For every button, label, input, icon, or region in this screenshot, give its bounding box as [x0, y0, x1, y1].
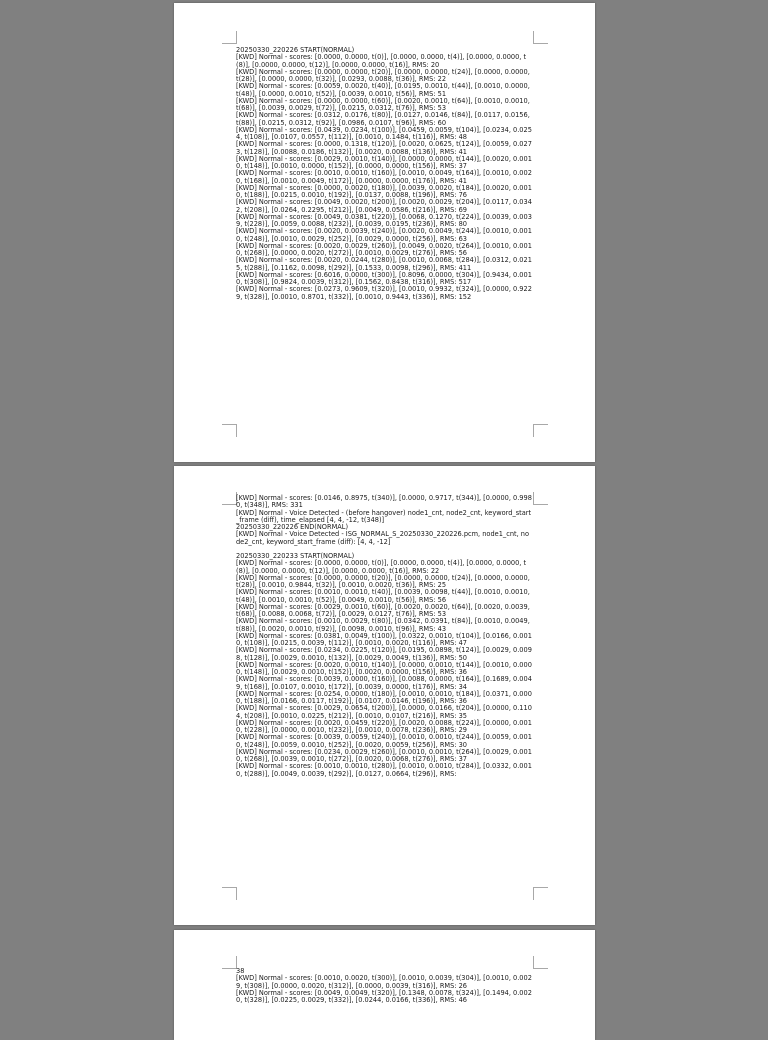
log-line: [KWD] Normal - scores: [0.0000, 0.1318, t(120)], [0.0020, 0.0625, t(124)], [0.0059, 0.0273, t(128)], [0.0088, 0.0186, t(132)], [0.0020, 0.0088, t(136)], RMS: 41 — [236, 140, 532, 156]
log-line: [KWD] Normal - scores: [0.0000, 0.0000, t(20)], [0.0000, 0.0000, t(24)], [0.0000, 0.0000, t(28)], [0.0000, 0.0000, t(32)], [0.0293, 0.0088, t(36)], RMS: 22 — [236, 67, 532, 83]
log-line: [KWD] Normal - scores: [0.0020, 0.0459, t(220)], [0.0020, 0.0088, t(224)], [0.0000, 0.0010, t(228)], [0.0000, 0.0010, t(232)], [0.0010, 0.0078, t(236)], RMS: 29 — [236, 718, 532, 734]
log-line: [KWD] Normal - scores: [0.6016, 0.0000, t(300)], [0.8096, 0.0000, t(304)], [0.9434, 0.0010, t(308)], [0.9824, 0.0039, t(312)], [0.1562, 0.8438, t(316)], RMS: 517 — [236, 270, 532, 286]
log-line: [KWD] Normal - scores: [0.0049, 0.0020, t(200)], [0.0020, 0.0029, t(204)], [0.0117, 0.0342, t(208)], [0.0264, 0.2295, t(212)], [0.0049, 0.0586, t(216)], RMS: 69 — [236, 198, 532, 214]
log-line: [KWD] Normal - scores: [0.0234, 0.0225, t(120)], [0.0195, 0.0898, t(124)], [0.0029, 0.0098, t(128)], [0.0029, 0.0010, t(132)], [0.0029, 0.0049, t(136)], RMS: 50 — [236, 646, 532, 662]
log-text-block — [236, 47, 533, 301]
log-line: [KWD] Normal - scores: [0.0020, 0.0039, t(240)], [0.0020, 0.0049, t(244)], [0.0010, 0.0010, t(248)], [0.0010, 0.0029, t(252)], [0.0029, 0.0000, t(256)], RMS: 63 — [236, 227, 532, 243]
crop-mark-bottom-left — [222, 424, 237, 437]
document-page-1 — [174, 3, 595, 462]
crop-mark-bottom-right — [533, 424, 548, 437]
log-line: [KWD] Normal - Voice Detected - (before hangover) node1_cnt, node2_cnt, keyword_start_frame (diff), time_elapsed [4, 4, -12, t(348)] — [236, 508, 532, 524]
crop-mark-top-left — [222, 492, 237, 505]
crop-mark-bottom-right — [533, 887, 548, 900]
log-line: [KWD] Normal - scores: [0.0029, 0.0010, t(140)], [0.0000, 0.0000, t(144)], [0.0020, 0.0010, t(148)], [0.0010, 0.0000, t(152)], [0.0000, 0.0000, t(156)], RMS: 37 — [236, 154, 532, 170]
log-line: [KWD] Normal - scores: [0.0439, 0.0234, t(100)], [0.0459, 0.0059, t(104)], [0.0234, 0.0254, t(108)], [0.0107, 0.0557, t(112)], [0.0010, 0.1484, t(116)], RMS: 48 — [236, 125, 532, 141]
log-line: [KWD] Normal - scores: [0.0254, 0.0000, t(180)], [0.0010, 0.0010, t(184)], [0.0371, 0.0000, t(188)], [0.0166, 0.0117, t(192)], [0.0107, 0.0146, t(196)], RMS: 36 — [236, 689, 532, 705]
log-line: [KWD] Normal - scores: [0.0000, 0.0000, t(20)], [0.0000, 0.0000, t(24)], [0.0000, 0.0000, t(28)], [0.0010, 0.9844, t(32)], [0.0010, 0.0020, t(36)], RMS: 25 — [236, 573, 532, 589]
log-line: [KWD] Normal - scores: [0.0049, 0.0381, t(220)], [0.0068, 0.1270, t(224)], [0.0039, 0.0039, t(228)], [0.0059, 0.0088, t(232)], [0.0039, 0.0195, t(236)], RMS: 80 — [236, 212, 532, 228]
log-line: [KWD] Normal - scores: [0.0020, 0.0029, t(260)], [0.0049, 0.0020, t(264)], [0.0010, 0.0010, t(268)], [0.0000, 0.0020, t(272)], [0.0010, 0.0029, t(276)], RMS: 56 — [236, 241, 532, 257]
log-line: [KWD] Normal - scores: [0.0234, 0.0029, t(260)], [0.0010, 0.0010, t(264)], [0.0029, 0.0010, t(268)], [0.0039, 0.0010, t(272)], [0.0020, 0.0068, t(276)], RMS: 37 — [236, 747, 532, 763]
crop-mark-top-right — [533, 492, 548, 505]
log-line: [KWD] Normal - scores: [0.0146, 0.8975, t(340)], [0.0000, 0.9717, t(344)], [0.0000, 0.9980, t(348)], RMS: 331 — [236, 494, 532, 510]
log-line: [KWD] Normal - scores: [0.0010, 0.0010, t(280)], [0.0010, 0.0010, t(284)], [0.0332, 0.0010, t(288)], [0.0049, 0.0039, t(292)], [0.0127, 0.0664, t(296)], RMS: — [236, 762, 532, 778]
log-line: [KWD] Normal - scores: [0.0000, 0.0000, t(60)], [0.0020, 0.0010, t(64)], [0.0010, 0.0010, t(68)], [0.0039, 0.0029, t(72)], [0.0215, 0.0312, t(76)], RMS: 53 — [236, 96, 532, 112]
log-line: [KWD] Normal - scores: [0.0010, 0.0029, t(80)], [0.0342, 0.0391, t(84)], [0.0010, 0.0049, t(88)], [0.0020, 0.0010, t(92)], [0.0098, 0.0010, t(96)], RMS: 43 — [236, 617, 532, 633]
crop-mark-top-left — [222, 956, 237, 969]
log-line: [KWD] Normal - scores: [0.0000, 0.0020, t(180)], [0.0039, 0.0020, t(184)], [0.0020, 0.0010, t(188)], [0.0215, 0.0010, t(192)], [0.0137, 0.0088, t(196)], RMS: 76 — [236, 183, 532, 199]
log-line: 20250330_220233 START(NORMAL) — [236, 552, 355, 560]
log-line: [KWD] Normal - scores: [0.0000, 0.0000, t(0)], [0.0000, 0.0000, t(4)], [0.0000, 0.0000, t(8)], [0.0000, 0.0000, t(12)], [0.0000, 0.0000, t(16)], RMS: 20 — [236, 53, 527, 69]
log-line: [KWD] Normal - scores: [0.0010, 0.0010, t(160)], [0.0010, 0.0049, t(164)], [0.0010, 0.0020, t(168)], [0.0010, 0.0049, t(172)], [0.0000, 0.0000, t(176)], RMS: 41 — [236, 169, 532, 185]
log-line: [KWD] Normal - scores: [0.0010, 0.0020, t(300)], [0.0010, 0.0039, t(304)], [0.0010, 0.0029, t(308)], [0.0000, 0.0020, t(312)], [0.0000, 0.0039, t(316)], RMS: 26 — [236, 974, 532, 990]
log-line: [KWD] Normal - scores: [0.0273, 0.9609, t(320)], [0.0010, 0.9932, t(324)], [0.0000, 0.9229, t(328)], [0.0010, 0.8701, t(332)], [0.0010, 0.9443, t(336)], RMS: 152 — [236, 285, 532, 301]
log-line: [KWD] Normal - scores: [0.0059, 0.0020, t(40)], [0.0195, 0.0010, t(44)], [0.0010, 0.0000, t(48)], [0.0000, 0.0010, t(52)], [0.0039, 0.0010, t(56)], RMS: 51 — [236, 82, 532, 98]
crop-mark-top-left — [222, 31, 237, 44]
log-line: [KWD] Normal - scores: [0.0020, 0.0010, t(140)], [0.0000, 0.0010, t(144)], [0.0010, 0.0000, t(148)], [0.0029, 0.0010, t(152)], [0.0020, 0.0000, t(156)], RMS: 36 — [236, 660, 532, 676]
crop-mark-top-right — [533, 956, 548, 969]
log-line: [KWD] Normal - Voice Detected - ISG_NORMAL_S_20250330_220226.pcm, node1_cnt, node2_cnt, keyword_start_frame (diff): [4, 4, -12] — [236, 530, 529, 546]
log-line: 20250330_220226 START(NORMAL) — [236, 46, 355, 54]
document-page-2 — [174, 466, 595, 925]
log-line: 38 — [236, 967, 245, 975]
log-line: [KWD] Normal - scores: [0.0010, 0.0010, t(40)], [0.0039, 0.0098, t(44)], [0.0010, 0.0010, t(48)], [0.0010, 0.0010, t(52)], [0.0049, 0.0010, t(56)], RMS: 56 — [236, 588, 532, 604]
log-text-block — [236, 495, 533, 778]
log-line: [KWD] Normal - scores: [0.0312, 0.0176, t(80)], [0.0127, 0.0146, t(84)], [0.0117, 0.0156, t(88)], [0.0215, 0.0312, t(92)], [0.0986, 0.0107, t(96)], RMS: 60 — [236, 111, 532, 127]
log-line: [KWD] Normal - scores: [0.0381, 0.0049, t(100)], [0.0322, 0.0010, t(104)], [0.0166, 0.0010, t(108)], [0.0215, 0.0039, t(112)], [0.0010, 0.0020, t(116)], RMS: 47 — [236, 631, 532, 647]
log-line: [KWD] Normal - scores: [0.0029, 0.0654, t(200)], [0.0000, 0.0166, t(204)], [0.0000, 0.1104, t(208)], [0.0010, 0.0225, t(212)], [0.0010, 0.0107, t(216)], RMS: 35 — [236, 704, 532, 720]
crop-mark-bottom-left — [222, 887, 237, 900]
log-text-block — [236, 968, 533, 1004]
log-line: [KWD] Normal - scores: [0.0020, 0.0244, t(280)], [0.0010, 0.0068, t(284)], [0.0312, 0.0215, t(288)], [0.1162, 0.0098, t(292)], [0.1533, 0.0098, t(296)], RMS: 411 — [236, 256, 532, 272]
log-line: [KWD] Normal - scores: [0.0029, 0.0010, t(60)], [0.0020, 0.0020, t(64)], [0.0020, 0.0039, t(68)], [0.0088, 0.0068, t(72)], [0.0029, 0.0127, t(76)], RMS: 53 — [236, 602, 532, 618]
crop-mark-top-right — [533, 31, 548, 44]
log-line: [KWD] Normal - scores: [0.0039, 0.0059, t(240)], [0.0010, 0.0010, t(244)], [0.0059, 0.0010, t(248)], [0.0059, 0.0010, t(252)], [0.0020, 0.0059, t(256)], RMS: 30 — [236, 733, 532, 749]
log-line: [KWD] Normal - scores: [0.0039, 0.0000, t(160)], [0.0088, 0.0000, t(164)], [0.1689, 0.0049, t(168)], [0.0107, 0.0010, t(172)], [0.0039, 0.0000, t(176)], RMS: 34 — [236, 675, 532, 691]
log-line: [KWD] Normal - scores: [0.0000, 0.0000, t(0)], [0.0000, 0.0000, t(4)], [0.0000, 0.0000, t(8)], [0.0000, 0.0000, t(12)], [0.0000, 0.0000, t(16)], RMS: 22 — [236, 559, 527, 575]
log-line: [KWD] Normal - scores: [0.0049, 0.0049, t(320)], [0.1348, 0.0078, t(324)], [0.1494, 0.0020, t(328)], [0.0225, 0.0029, t(332)], [0.0244, 0.0166, t(336)], RMS: 46 — [236, 988, 532, 1004]
log-line: 20250330_220226 END(NORMAL) — [236, 523, 349, 531]
